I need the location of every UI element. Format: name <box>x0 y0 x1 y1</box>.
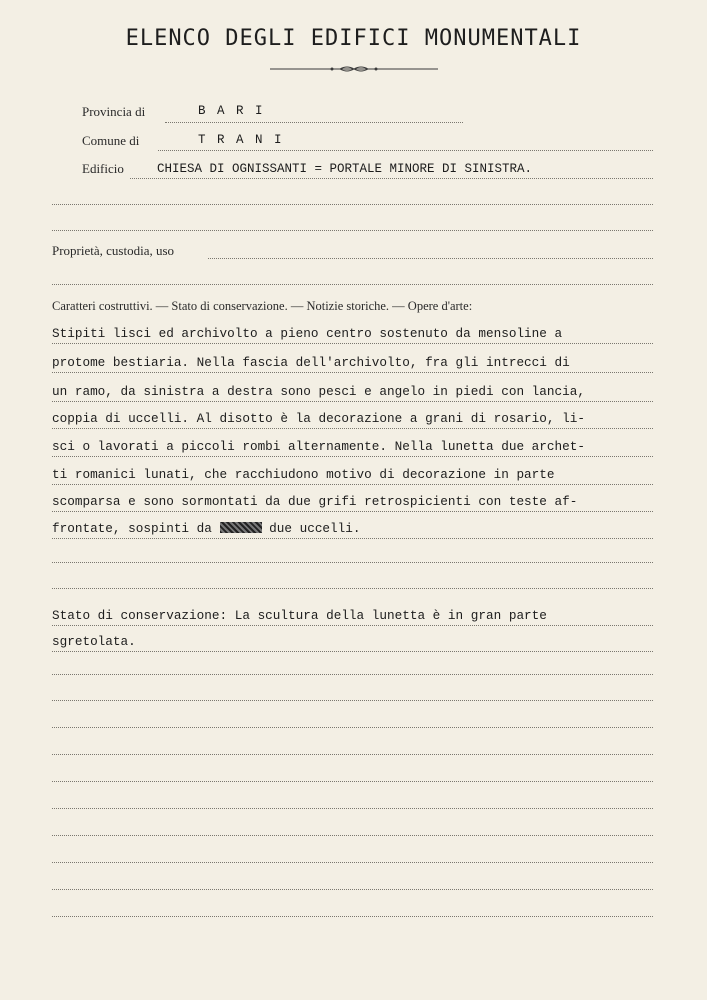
blank-dotted-line <box>52 727 653 728</box>
text-dotted-line <box>52 372 653 373</box>
blank-dotted-line <box>52 808 653 809</box>
blank-dotted-line <box>52 889 653 890</box>
blank-dotted-line <box>52 588 653 589</box>
text-dotted-line <box>52 511 653 512</box>
text-dotted-line <box>52 428 653 429</box>
conservation-line: Stato di conservazione: La scultura della lunetta è in gran parte <box>52 608 547 623</box>
text-dotted-line <box>52 625 653 626</box>
proprieta-label: Proprietà, custodia, uso <box>52 243 175 258</box>
blank-dotted-line <box>52 674 653 675</box>
provincia-label: Provincia di <box>82 104 146 119</box>
blank-dotted-line <box>52 284 653 285</box>
blank-dotted-line <box>52 862 653 863</box>
edificio-label: Edificio <box>82 161 124 176</box>
description-line: protome bestiaria. Nella fascia dell'archivolto, fra gli intrecci di <box>52 355 570 370</box>
text-dotted-line <box>52 456 653 457</box>
description-line: scomparsa e sono sormontati da due grifi retrospicienti con teste af- <box>52 494 578 509</box>
document-title: ELENCO DEGLI EDIFICI MONUMENTALI <box>125 26 582 51</box>
provincia-dotted-line <box>165 122 463 123</box>
blank-dotted-line <box>52 781 653 782</box>
comune-label: Comune di <box>82 133 140 148</box>
comune-value: T R A N I <box>198 133 284 147</box>
text-dotted-line <box>52 401 653 402</box>
description-line: sci o lavorati a piccoli rombi alternamente. Nella lunetta due archet- <box>52 439 585 454</box>
blank-dotted-line <box>52 700 653 701</box>
description-line: Stipiti lisci ed archivolto a pieno centro sostenuto da mensoline a <box>52 326 563 341</box>
text-dotted-line <box>52 484 653 485</box>
edificio-dotted-line <box>130 178 653 179</box>
text-dotted-line <box>52 538 653 539</box>
text-dotted-line <box>52 651 653 652</box>
section-header: Caratteri costruttivi. — Stato di conservazione. — Notizie storiche. — Opere d'arte: <box>52 299 473 313</box>
conservation-line: sgretolata. <box>52 634 136 649</box>
blank-dotted-line <box>52 562 653 563</box>
description-line: un ramo, da sinistra a destra sono pesci e angelo in piedi con lancia, <box>52 384 585 399</box>
struck-out-word <box>220 522 262 533</box>
proprieta-dotted-line <box>208 258 653 259</box>
description-last-line-before: frontate, sospinti da <box>52 521 212 536</box>
title-ornament-divider <box>270 64 438 74</box>
blank-dotted-line <box>52 835 653 836</box>
provincia-value: B A R I <box>198 104 265 118</box>
blank-dotted-line <box>52 204 653 205</box>
blank-dotted-line <box>52 230 653 231</box>
edificio-value: CHIESA DI OGNISSANTI = PORTALE MINORE DI SINISTRA. <box>157 162 533 176</box>
comune-dotted-line <box>158 150 653 151</box>
blank-dotted-line <box>52 754 653 755</box>
description-line: ti romanici lunati, che racchiudono motivo di decorazione in parte <box>52 467 555 482</box>
blank-dotted-line <box>52 916 653 917</box>
description-last-line-after: due uccelli. <box>269 521 361 536</box>
text-dotted-line <box>52 343 653 344</box>
description-last-line <box>52 521 361 536</box>
description-line: coppia di uccelli. Al disotto è la decorazione a grani di rosario, li- <box>52 411 585 426</box>
